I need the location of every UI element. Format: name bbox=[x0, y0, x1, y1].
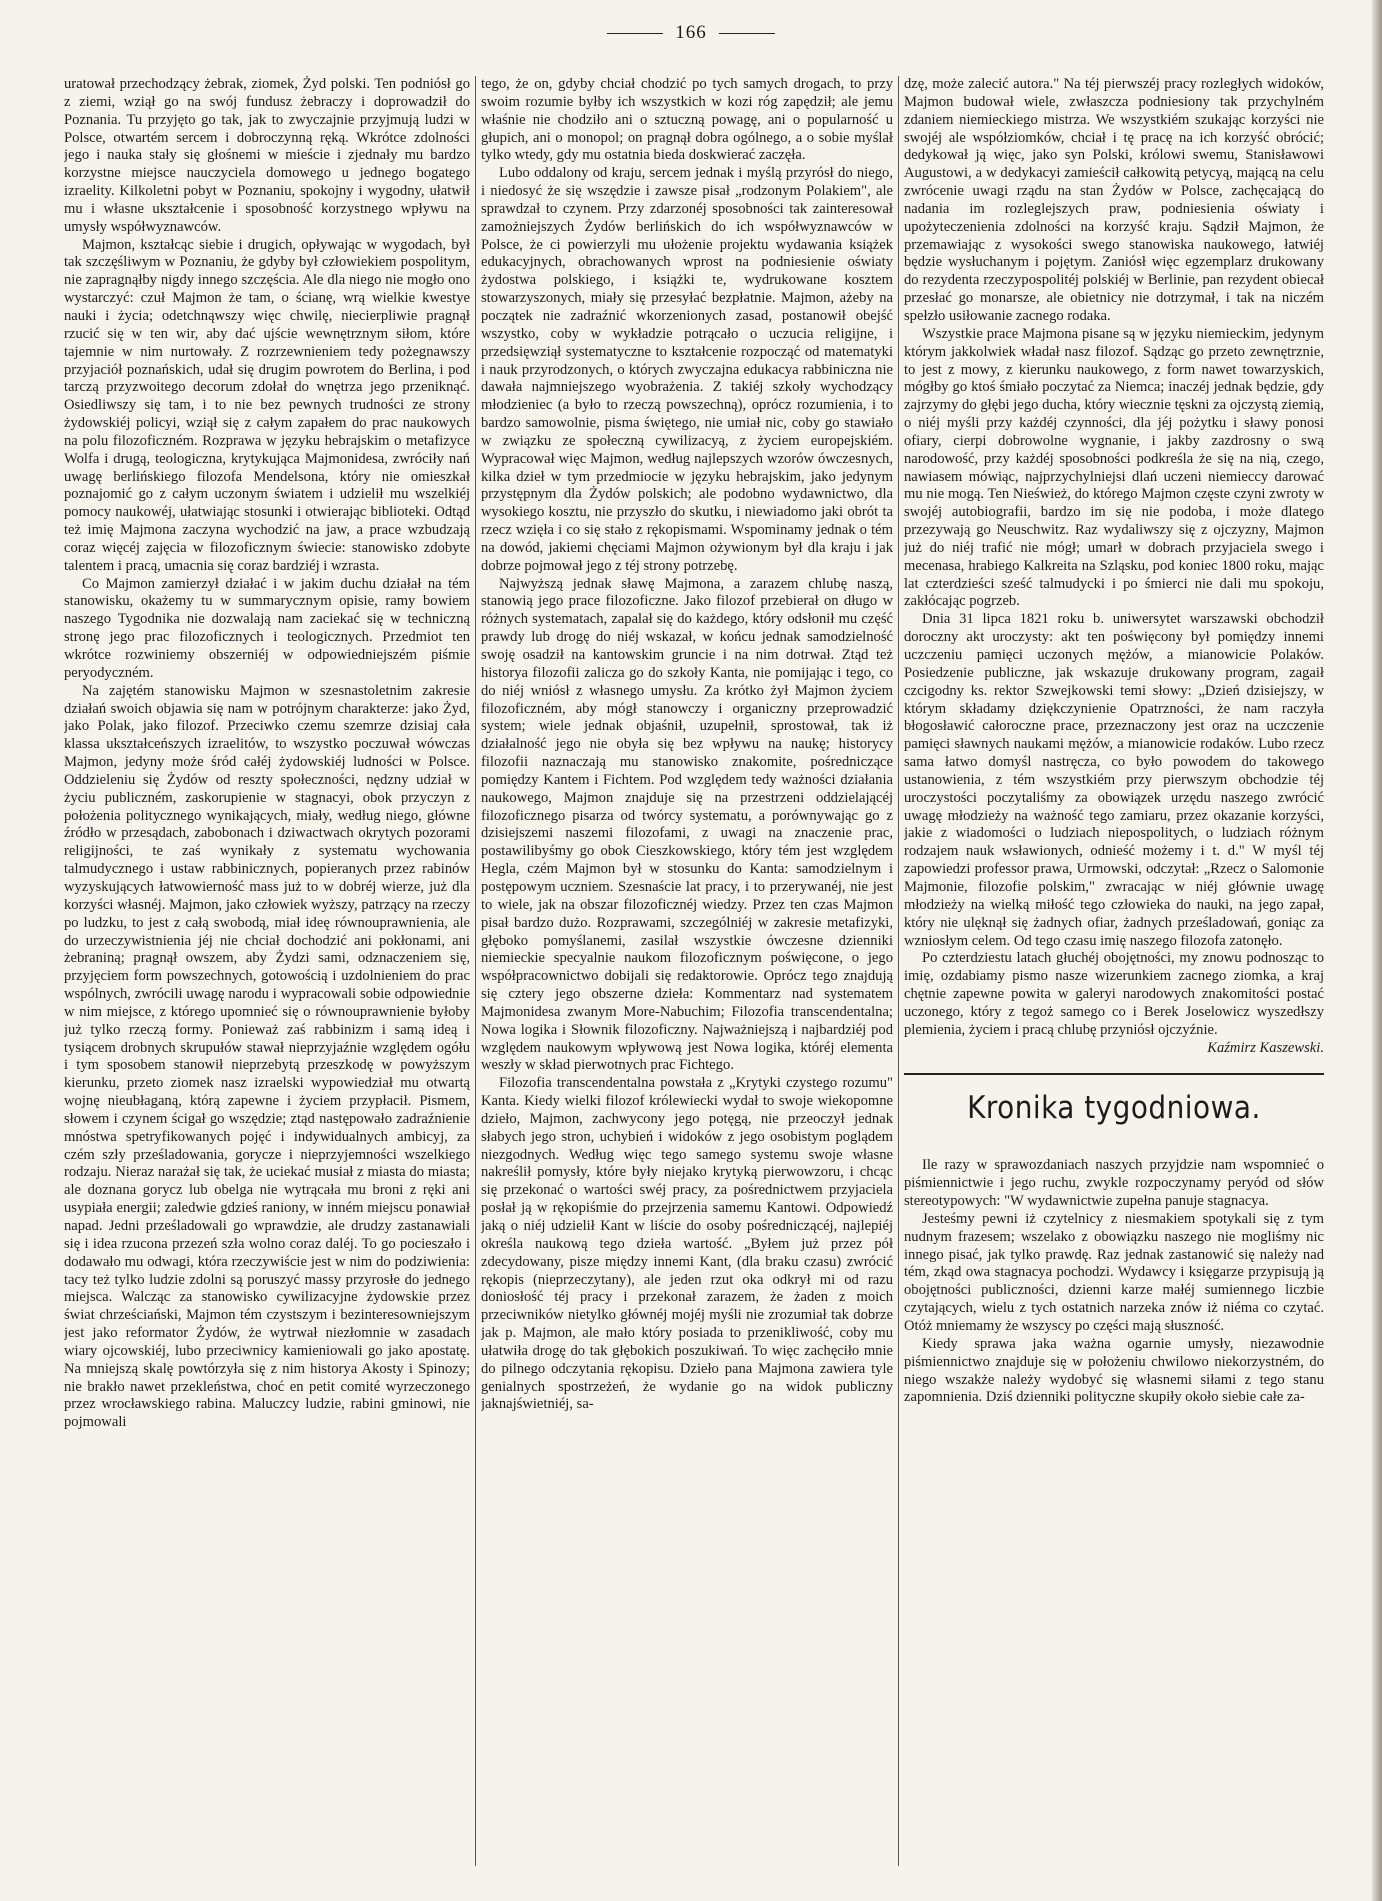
column-divider-1 bbox=[475, 76, 476, 1866]
paragraph: Ile razy w sprawozdaniach naszych przyjdzie nam wspomnieć o piśmiennictwie i jego ruchu, zwykle rozpoczynamy peryód od słów stereotypowych: "W wydawnictwie zupełna panuje stagnacya. bbox=[904, 1157, 1324, 1210]
paragraph: Najwyższą jednak sławę Majmona, a zarazem chlubę naszą, stanowią jego prace filozoficzne. Jako filozof przebierał on długo w różnych systematach, zapalał się do każdego, który odsłonił mu część prawdy lub drogę do niéj wskazał, w końcu jednak samodzielność swoję osadził na kantowskim gruncie i na nim dotrwał. Ztąd też historya filozofii zalicza go do szkoły Kanta, nie pomijając i tego, co do niéj wniósł z własnego umysłu. Za krótko żył Majmon życiem filozoficzném, aby mógł stanowczy i organiczny przeprowadzić system; wiele jednak objaśnił, uzupełnił, sprostował, tak iż działalność jego nie obyła się bez wpływu na naukę; historycy filozofii naznaczają mu stanowisko znakomite, pośredniczące pomiędzy Kantem i Fichtem. Pod względem tedy ważności działania naukowego, Majmon znajduje się na przestrzeni oddzielającéj filozoficznego pisarza od twórcy systematu, a porównywając go z dzisiejszemi naszemi filozofami, z uwagi na znaczenie prac, postawilibyśmy go obok Cieszkowskiego, który tém jest względem Hegla, czém Majmon był w stosunku do Kanta: samodzielnym i postępowym uczniem. Szesnaście lat pracy, i to przerywanéj, nie jest to wiele, jak na obszar filozoficznéj wiedzy. Przez ten czas Majmon pisał bardzo dużo. Rozprawami, szczególniéj w zakresie metafizyki, głęboko pomyślanemi, zasilał wszystkie ówczesne dzienniki niemieckie specyalnie naukom filozoficznym poświęcone, o jego współpracownictwo dobijali się redaktorowie. Oprócz tego znajdują się cztery jego obszerne dzieła: Kommentarz nad systematem Majmonidesa zwanym More-Nabuchim; Filozofia transcendentalna; Nowa logika i Słownik filozoficzny. Najważniejszą i najbardziéj pod względem naukowym wpływową jest Nowa logika, któréj elementa weszły w skład pierwotnych prac Fichtego. bbox=[481, 575, 893, 1074]
page-number: 166 bbox=[675, 22, 707, 43]
scan-edge bbox=[1372, 0, 1382, 1901]
paragraph: dzę, może zalecić autora." Na téj pierwszéj pracy rozległych widoków, Majmon budował wiele, zwłaszcza podniesiony tak przychylném zdaniem niemieckiego mistrza. We wszystkiém szukając korzyści nie swojéj ale współziomków, chciał i tę pracę na ich korzyść obrócić; dedykował ją więc, jako syn Polski, królowi swemu, Stanisławowi Augustowi, a w dedykacyi zamieścił całkowitą petycyą, mającą na celu zwrócenie uwagi rządu na stan Żydów w Polsce, zachęcającą do nadania im rozleglejszych praw, podniesienia oświaty i upożyteczenienia zdolności na korzyść kraju. Sądził Majmon, że przemawiając z wysokości swego stanowiska naukowego, łatwiéj będzie wysłuchanym i pojętym. Zaniósł więc egzemplarz drukowany do rezydenta rzeczypospolitéj polskiéj w Berlinie, pan rezydent obiecał przesłać go monarsze, ale obietnicy nie dotrzymał, i tak na niczém spełzło usiłowanie zacnego rodaka. bbox=[904, 76, 1324, 324]
paragraph: uratował przechodzący żebrak, ziomek, Żyd polski. Ten podniósł go z ziemi, wziął go na swój fundusz żebraczy i doprowadził do Poznania. Tu przyjęto go tak, jak to zwyczajnie przyjmują ludzi w Polsce, otwartém sercem i dobroczynną ręką. Wkrótce zdolności jego i nauka stały się głośnemi w mieście i zjednały mu bardzo korzystne miejsce nauczyciela domowego u jednego bogatego izraelity. Kilkoletni pobyt w Poznaniu, spokojny i wygodny, ułatwił mu i własne ukształcenie i sposobność korzystnego wpływu na umysły współwyznawców. bbox=[64, 76, 470, 235]
section-title: Kronika tygodniowa. bbox=[967, 1090, 1261, 1127]
text-column-1 bbox=[64, 76, 470, 1866]
page-header bbox=[0, 22, 1382, 44]
paragraph: Jesteśmy pewni iż czytelnicy z niesmakiem spotykali się z tym nudnym frazesem; wszelako z obowiązku naszego nie mogliśmy nic innego pisać, jak tylko prawdę. Raz jednak zastanowić się należy nad tém, zkąd owa stagnacya pochodzi. Wydawcy i księgarze przypisują ją obojętności publiczności, dzienni karze małéj sumiennego liczbie czytających, wielu z tych ostatnich narzeka znów iż niéma co czytać. Otóż mniemamy że wszyscy po części mają słuszność. bbox=[904, 1210, 1324, 1334]
paragraph: Lubo oddalony od kraju, sercem jednak i myślą przyrósł do niego, i niedosyć że się wszędzie i zawsze pisał „rodzonym Polakiem", ale sprawdzał to czynem. Przy zdarzonéj sposobności tak zainteresował zamożniejszych Żydów berlińskich do ich współwyznawców w Polsce, że ci powierzyli mu ułożenie projektu wydawania książek edukacyjnych, obrachowanych wprost na podniesienie oświaty żydostwa polskiego, i książki te, wydrukowane kosztem stowarzyszonych, miały się przesyłać bezpłatnie. Majmon, ażeby na początek nie zadraźnić wkorzenionych zasad, postanowił obejść wszystko, coby w wykładzie potrącało o uczucia religijne, i przedsięwziął systematyczne to kształcenie rozpocząć od matematyki i nauk przyrodzonych, o których zwyczajna edukacya rabbiniczna nie dawała najmniejszego wyobrażenia. Z takiéj szkoły wychodzący młodzieniec (a było to rzeczą powszechną), oprócz rozumienia, i to bardzo samowolnie, pisma świętego, nie umiał nic, coby go stawiało w związku ze społeczną cywilizacyą, z życiem europejskiém. Wypracował więc Majmon, według najlepszych wzorów ówczesnych, kilka dzieł w tym przedmiocie w języku hebrajskim, jako jedynym przystępnym dla Żydów polskich; ale podobno wydawnictwo, dla wysokiego kosztu, nie przyszło do skutku, i niewiadomo jaki obrót ta rzecz wzięła i co się stało z rękopismami. Wspominamy jednak o tém na dowód, jakiemi chęciami Majmon ożywionym był dla kraju i jak dobrze pojmował jego z téj strony potrzebę. bbox=[481, 165, 893, 574]
paragraph: tego, że on, gdyby chciał chodzić po tych samych drogach, to przy swoim rozumie byłby ich wszystkich w kozi róg zapędził; ale jemu właśnie nie chodziło ani o sztuczną powagę, ani o popularność u głupich, ani o monopol; on pragnął dobra ogólnego, a o sobie myślał tylko wtedy, gdy mu ostatnia bieda doskwierać zaczęła. bbox=[481, 76, 893, 164]
paragraph: Majmon, kształcąc siebie i drugich, opływając w wygodach, był tak szczęśliwym w Poznaniu, że gdyby był człowiekiem pospolitym, nie zapragnąłby nigdy innego szczęścia. Ale dla niego nie mogło ono wystarczyć: czuł Majmon że tam, o ścianę, wrą wielkie kwestye nauki i życia; odetchnąwszy więc chwilę, niecierpliwie pragnął rzucić się w ten wir, aby dać ujście wewnętrznym siłom, które tajemnie w nim nurtowały. Z rozrzewnieniem tedy pożegnawszy przyjaciół poznańskich, udał się drugim powrotem do Berlina, i pod tarczą przyzwoitego decorum zdołał do wnętrza jego przeniknąć. Osiedliwszy się tam, i to nie bez pewnych trudności ze strony żydowskiéj policyi, wziął się z całym zapałem do prac naukowych na polu filozoficzném. Rozprawa w języku hebrajskim o metafizyce Wolfa i drugą, teologiczna, krytykująca Majmonidesa, zwróciły nań uwagę berlińskiego filozofa Mendelsona, który nie omieszkał poznajomić go z całym uczonym światem i udzielił mu wszelkiéj pomocy naukowéj, ułatwiając stosunki i otwierając biblioteki. Odtąd też imię Majmona zaczyna wychodzić na jaw, a prace wzbudzają coraz więcéj zajęcia w filozoficznym świecie: stanowisko zdobyte talentem i pracą, umacnia się coraz bardziéj i wzrasta. bbox=[64, 236, 470, 574]
header-dash-left bbox=[607, 33, 663, 34]
author-signature: Kaźmirz Kaszewski. bbox=[1207, 1039, 1324, 1056]
paragraph: Po czterdziestu latach głuchéj obojętności, my znowu podnosząc to imię, ozdabiamy pismo nasze wizerunkiem zacnego ziomka, a kraj chętnie zapewne powita w galeryi narodowych znakomitości postać uczonego, który z tegoż samego co i Berek Joselowicz wyszedłszy plemienia, życiem i pracą chlubę przyniósł ojczyźnie. bbox=[904, 950, 1324, 1038]
header-dash-right bbox=[719, 33, 775, 34]
column-divider-2 bbox=[898, 76, 899, 1866]
paragraph: Filozofia transcendentalna powstała z „Krytyki czystego rozumu" Kanta. Kiedy wielki filozof królewiecki wydał to swoje wiekopomne dzieło, Majmon, zachwycony jego potęgą, nie przeoczył jednak słabych jego stron, uchybień i widoków z jego osobistym poglądem niezgodnych. Według więc tego samego systemu swoje własne nakreślił pomysły, które były niejako krytyką pierwowzoru, i chcąc się przekonać o wartości swéj pracy, za pośrednictwem przyjaciela posłał ją w rękopiśmie do przejrzenia samemu Kantowi. Odpowiedź jaką o niéj udzielił Kant w liście do osoby pośredniczącéj, najlepiéj określa naukową tego dzieła wartość. „Byłem już przez pół zdecydowany, pisze między innemi Kant, (dla braku czasu) zwrócić rękopis (nieprzeczytany), ale jeden rzut oka odkrył mi od razu doniosłość téj pracy i przekonał zarazem, że żaden z moich przeciwników nietylko głównéj mojéj myśli nie zrozumiał tak dobrze jak p. Majmon, ale mało który posiada to przenikliwość, coby mu ułatwiła drogę do tak głębokich poszukiwań. To więc zachęciło mnie do pilnego odczytania rękopisu. Dzieło pana Majmona zawiera tyle genialnych spostrzeżeń, że wydanie go na widok publiczny jaknajświetniéj, sa- bbox=[481, 1075, 893, 1413]
paragraph: Na zajętém stanowisku Majmon w szesnastoletnim zakresie działań swoich objawia się nam w potrójnym charakterze: jako Żyd, jako Polak, jako filozof. Przeciwko czemu szemrze dzisiaj cała klassa ukształceńszych izraelitów, to wszystko poczuwał wówczas Majmon, jedyny może śród całéj żydowskiéj ludności w Polsce. Oddzieleniu się Żydów od reszty społeczności, nędzny udział w życiu publiczném, zaskorupienie w stagnacyi, obok przyczyn z położenia politycznego wynikających, miały, według niego, główne źródło w przesądach, zabobonach i dziwactwach okrytych pozorami religijności, te zaś wynikały z systematu wychowania talmudycznego i ustaw rabbinicznych, popieranych przez rabinów wyzyskujących łatwowierność mass już to w dobréj wierze, już dla korzyści własnéj. Majmon, jako człowiek wyższy, patrzący na rzeczy po ludzku, to jest z całą swobodą, miał ideę równouprawnienia, ale do urzeczywistnienia jéj nie chciał dochodzić ani pokłonami, ani żebraniną; pragnął owszem, aby Żydzi sami, odznaczeniem się, przyjęciem form powszechnych, gotowością i uzdolnieniem do prac wspólnych, zwrócili uwagę narodu i wypracowali sobie odpowiednie w nim miejsce, z którego upomnieć się o równouprawnienie byłoby już tylko rzeczą formy. Ponieważ zaś rabbinizm i samą ideą i tysiącem drobnych skrupułów stawał nieprzyjaźnie względem ogółu i tym sposobem stanowił nieprzebytą przeszkodę w powyższym kierunku, przeto ziomek nasz izraelski wypowiedział mu otwartą wojnę nieubłaganą, którą zapewne i życiem przypłacił. Pismem, słowem i czynem ścigał go wszędzie; ztąd następowało zadraźnienie mnóstwa spetryfikowanych pojęć i indywidualnych ambicyj, za czém szły prześladowania, gorycze i nieprzyjemności wszelkiego rodzaju. Nieraz narażał się tak, że uciekać musiał z miasta do miasta; ale doznana gorycz lub obelga nie wytrącała mu broni z ręki ani usypiała energii; zaledwie gdzieś raniony, w inném miejscu ponawiał napad. Jedni prześladowali go wprawdzie, ale drudzy zastanawiali się i idea rzucona przezeń szła wolno coraz daléj. To go pocieszało i dodawało mu odwagi, która rzeczywiście jest w nim do podziwienia: tacy też tylko ludzie zdolni są poruszyć massy przyrosłe do jednego miejsca. Walcząc za stanowisko cywilizacyjne żydowskie przez świat chrześciański, Majmon tém czystszym i bezinteresowniejszym jest jako reformator Żydów, że wytrwał niezłomnie w zasadach wiary ojcowskiéj, lubo przeciwnicy kamieniowali go jako apostatę. Na mniejszą skalę powtórzyła się z nim historya Akosty i Spinozy; nie brakło nawet przekleństwa, choć en petit comité wyrzeczonego przez wrocławskiego rabina. Maluczcy ludzie, rabini gminowi, nie pojmowali bbox=[64, 682, 470, 1431]
paragraph: Co Majmon zamierzył działać i w jakim duchu działał na tém stanowisku, okażemy tu w summarycznym opisie, ramy bowiem naszego Tygodnika nie dozwalają nam zaciekać się w techniczną stronę jego prac filozoficznych i teologicznych. Przedmiot ten wkrótce rozwiniemy obszerniéj w odpowiedniejszém piśmie peryodyczném. bbox=[64, 575, 470, 681]
paragraph: Wszystkie prace Majmona pisane są w języku niemieckim, jedynym którym jakkolwiek władał nasz filozof. Sądząc go przeto zewnętrznie, to jest z mowy, z kierunku naukowego, z form nawet towarzyskich, mógłby go ktoś śmiało poczytać za Niemca; inaczéj jednak będzie, gdy zajrzymy do głębi jego ducha, który wiecznie tęskni za ojczystą ziemią, o niéj myśli przy każdéj czynności, dla jéj pożytku i sławy ponosi ofiary, cierpi dobrowolne wygnanie, i jakby zazdrosny o swą narodowość, przy każdéj sposobności podkreśla że się na nią, czego, nawiasem mówiąc, najprzychylniejsi dlań uczeni niemieccy darować mu nie mogą. Ten Nieśwież, do którego Majmon częste czyni zwroty w swojéj autobiografii, bardzo im się nie podoba, i może dlatego przezywają go Neuschwitz. Raz wydaliwszy się z ojczyzny, Majmon już do niéj trafić nie mógł; umarł w dobrach przyjaciela swego i mecenasa, hrabiego Kalkreita na Szląsku, pod koniec 1800 roku, mając lat czterdzieści sześć talmudycki i po śmierci nie dali mu spokoju, zakłócając pogrzeb. bbox=[904, 325, 1324, 610]
text-column-2 bbox=[481, 76, 893, 1866]
paragraph: Dnia 31 lipca 1821 roku b. uniwersytet warszawski obchodził doroczny akt uroczysty: akt ten poświęcony był pomiędzy innemi uczczeniu pamięci uczonych mężów, a mianowicie Polaków. Posiedzenie publiczne, jak wskazuje drukowany program, zagaił czcigodny ks. rektor Szwejkowski temi słowy: „Dzień dzisiejszy, w którym składamy dziękczynienie Opatrzności, że nam raczyła błogosławić całoroczne prace, przeznaczony jest oraz na uczczenie pamięci sławnych naukami mężów, a mianowicie rodaków. Lubo rzecz sama łatwo domyśl nastręcza, co było powodem do takowego ustanowienia, z tém wszystkiém przy pierwszym obchodzie téj uroczystości poczytaliśmy za obowiązek urzędu naszego zwrócić uwagę młodzieży na ważność tego zamiaru, przez okazanie korzyści, jakie z wiadomości o ludziach niepospolitych, o ludziach różnym rodzajem nauk wsławionych, odnieść możemy i t. d." W myśl téj zapowiedzi professor prawa, Urmowski, odczytał: „Rzecz o Salomonie Majmonie, filozofie polskim," zwracając w niéj głównie uwagę młodzieży na wielką miłość tego człowieka do nauki, na jego zapał, który nie ulęknął się żadnych ofiar, żadnych prześladowań, goniąc za wzniosłym celem. Od tego czasu imię naszego filozofa zatonęło. bbox=[904, 611, 1324, 949]
text-column-3 bbox=[904, 76, 1324, 1866]
paragraph: Kiedy sprawa jaka ważna ogarnie umysły, niezawodnie piśmiennictwo znajduje się w położeniu chwilowo niekorzystném, do niego wszakże należy wydobyć się własnemi siłami z tego stanu zapomnienia. Dziś dzienniki polityczne skupiły około siebie całe za- bbox=[904, 1335, 1324, 1406]
section-divider bbox=[904, 1073, 1324, 1075]
